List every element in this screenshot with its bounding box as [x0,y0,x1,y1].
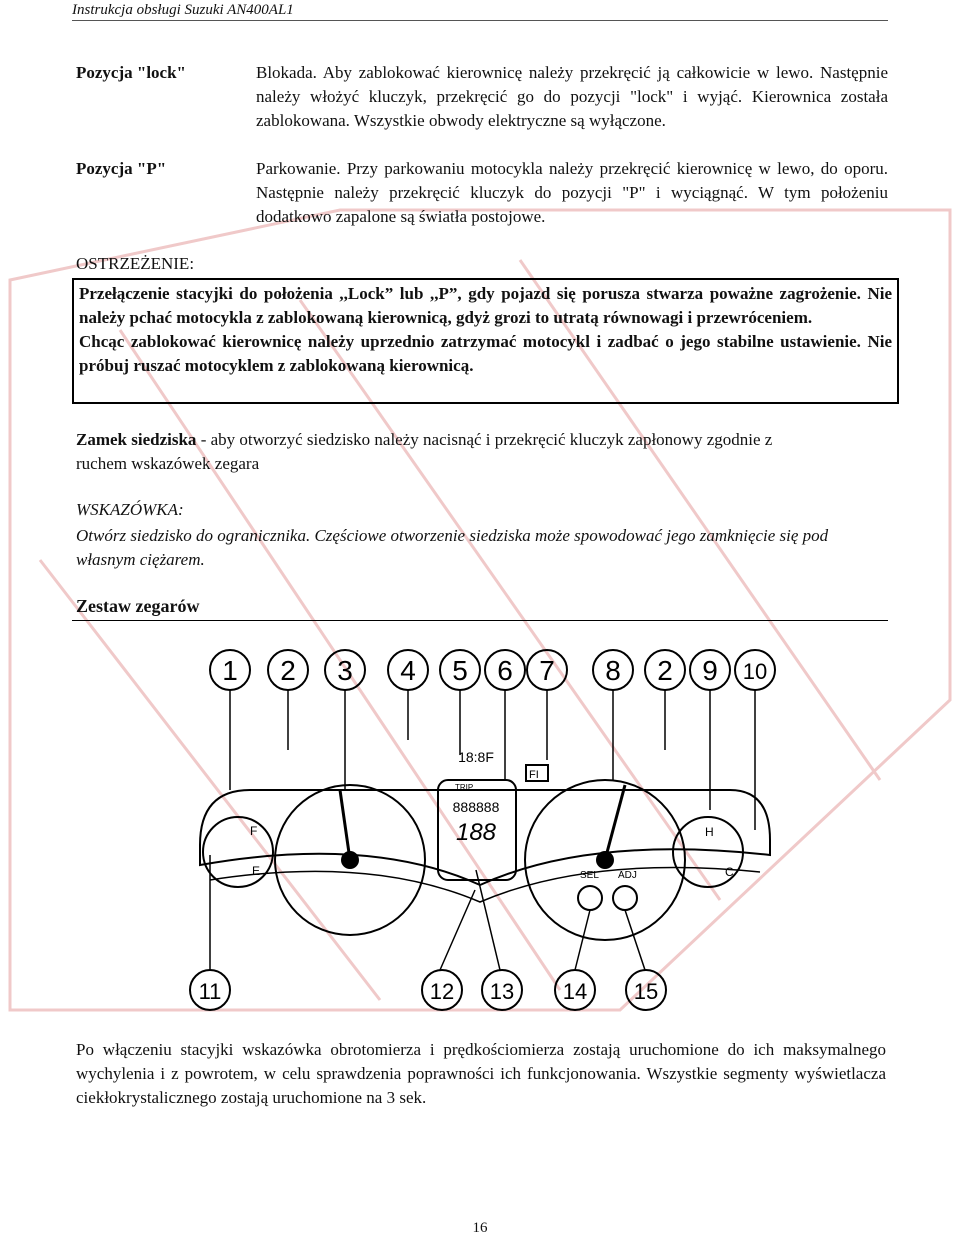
svg-text:3: 3 [337,655,353,686]
svg-text:SEL: SEL [580,870,599,881]
seat-lock-term: Zamek siedziska [76,430,197,449]
warning-paragraph-2: Chcąc zablokować kierownicę należy uprzednio zatrzymać motocykl i zadbać o jego stabilne ustawienie. Nie próbuj ruszać motocyklem z zablokowaną kierownicą. [79,332,892,375]
hint-heading: WSKAZÓWKA: [76,500,184,519]
svg-text:H: H [705,825,714,839]
svg-text:11: 11 [198,979,222,1004]
svg-text:13: 13 [489,979,515,1004]
svg-text:1: 1 [222,655,238,686]
section-rule [72,620,888,621]
bottom-paragraph: Po włączeniu stacyjki wskazówka obrotomierza i prędkościomierza zostają uruchomione do ich maksymalnego wychylenia i z powrotem, w celu sprawdzenia poprawności ich funkcjonowania. Wszystkie segmenty wyświetlacza ciekłokrystalicznego zostają uruchomione na 3 sek. [76,1040,886,1107]
lock-position-text: Blokada. Aby zablokować kierownicę należy przekręcić ją całkowicie w lewo. Następnie należy włożyć kluczyk, przekręcić go do pozycji "lock" i wyjąć. Kierownica została zablokowana. Wszystkie obwody elektryczne są wyłączone. [256,63,888,130]
svg-text:8: 8 [605,655,621,686]
callout-5 [440,650,480,690]
callout-6 [485,650,525,690]
warning-paragraph-1: Przełączenie stacyjki do położenia ,,Lock” lub ,,P”, gdy pojazd się porusza stwarza poważne zagrożenie. Nie należy pchać motocykla z zablokowaną kierownicą, gdyż grozi to utratą równowagi i przewróceniem. [79,284,892,327]
seat-lock-text: - aby otworzyć siedzisko należy nacisnąć i przekręcić kluczyk zapłonowy zgodnie z ruchem wskazówek zegara [76,430,773,473]
svg-text:12: 12 [429,979,455,1004]
page-header: Instrukcja obsługi Suzuki AN400AL1 [72,2,294,18]
callout-11 [190,970,230,1010]
callout-13 [482,970,522,1010]
svg-text:2: 2 [657,655,673,686]
warning-box [72,278,899,404]
callout-12 [422,970,462,1010]
svg-text:5: 5 [452,655,468,686]
section-title: Zestaw zegarów [76,596,200,616]
hint-text: Otwórz siedzisko do ogranicznika. Częściowe otworzenie siedziska może spowodować jego zamknięcie się pod własnym ciężarem. [76,526,829,569]
svg-text:FI: FI [529,769,539,781]
svg-text:18:8F: 18:8F [458,749,494,765]
svg-text:888888: 888888 [452,799,500,815]
callout-14 [555,970,595,1010]
callout-8 [593,650,633,690]
svg-text:10: 10 [742,659,768,684]
p-position-term: Pozycja "P" [76,159,167,178]
svg-text:E: E [252,864,261,878]
svg-text:6: 6 [497,655,513,686]
svg-text:14: 14 [562,979,588,1004]
svg-text:7: 7 [539,655,555,686]
svg-text:188: 188 [455,819,497,846]
callout-7 [527,650,567,690]
svg-text:F: F [250,824,258,838]
callout-15 [626,970,666,1010]
svg-text:ADJ: ADJ [618,870,637,881]
svg-text:4: 4 [400,655,416,686]
instrument-cluster-figure [170,640,790,1020]
seat-lock-paragraph [76,428,796,476]
callout-2 [268,650,308,690]
callout-4 [388,650,428,690]
p-position-text: Parkowanie. Przy parkowaniu motocykla należy przekręcić kierownicę w lewo, do oporu. Następnie należy przekręcić kluczyk do pozycji "P" i wyciągnąć. W tym położeniu dodatkowo zapalone są światła postojowe. [256,159,888,226]
lock-position-term: Pozycja "lock" [76,63,186,82]
header-rule [72,20,888,21]
svg-text:2: 2 [280,655,296,686]
svg-text:9: 9 [702,655,718,686]
svg-text:TRIP: TRIP [455,783,474,792]
callout-3 [325,650,365,690]
callout-1 [210,650,250,690]
callout-10 [735,650,775,690]
svg-text:C: C [725,865,734,879]
svg-text:15: 15 [633,979,659,1004]
warning-heading: OSTRZEŻENIE: [76,254,195,273]
callout-9 [690,650,730,690]
page-number: 16 [472,1220,488,1236]
callout-2b [645,650,685,690]
